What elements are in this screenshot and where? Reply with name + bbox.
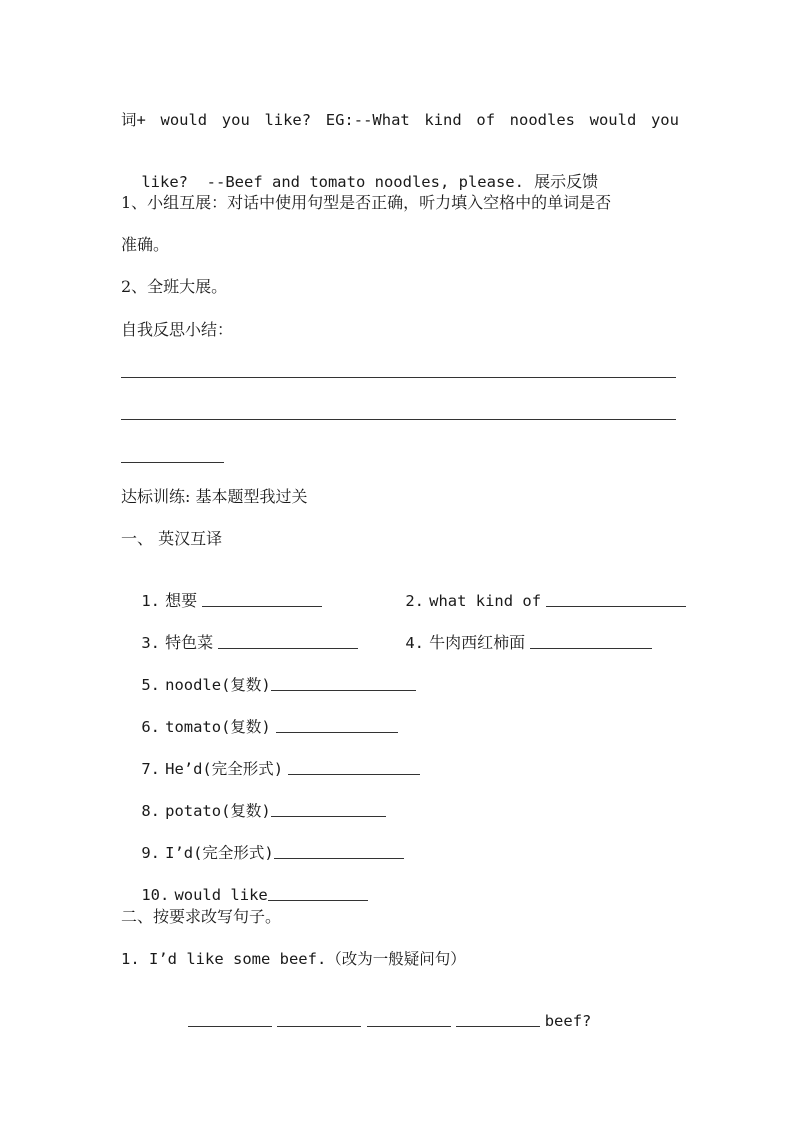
answer-blank[interactable] bbox=[202, 606, 322, 607]
practice-heading: 达标训练: 基本题型我过关 bbox=[121, 487, 308, 506]
answer-blank[interactable] bbox=[546, 606, 686, 607]
intro-word: you bbox=[650, 111, 679, 129]
intro-word: would bbox=[589, 111, 637, 129]
rewrite-item-1-answer bbox=[168, 991, 591, 1051]
item-text: He’d(完全形式) bbox=[165, 760, 284, 778]
item-text: 牛肉西红柿面 bbox=[429, 633, 526, 652]
answer-blank[interactable] bbox=[188, 1026, 272, 1027]
intro-word: 词+ bbox=[121, 111, 146, 129]
section-1-heading: 一、 英汉互译 bbox=[121, 529, 223, 548]
intro-line-1 bbox=[121, 110, 679, 130]
item-text: would like bbox=[174, 886, 268, 904]
item-number: 4. bbox=[405, 634, 425, 652]
feedback-item-1: 1、小组互展：对话中使用句型是否正确，听力填入空格中的单词是否 bbox=[121, 193, 612, 212]
reflection-blank-line-2[interactable] bbox=[121, 419, 676, 420]
item-number: 3. bbox=[141, 634, 161, 652]
answer-blank[interactable] bbox=[530, 648, 652, 649]
item-text: potato(复数) bbox=[165, 802, 271, 820]
rewrite-tail-word: beef? bbox=[544, 1012, 592, 1030]
answer-blank[interactable] bbox=[271, 816, 386, 817]
intro-word: of bbox=[476, 111, 496, 129]
item-text: I’d(完全形式) bbox=[165, 844, 274, 862]
answer-blank[interactable] bbox=[268, 900, 368, 901]
feedback-item-1-cont: 准确。 bbox=[121, 235, 170, 254]
reflection-blank-line-1[interactable] bbox=[121, 377, 676, 378]
item-4 bbox=[385, 613, 652, 673]
item-text: what kind of bbox=[429, 592, 542, 610]
item-number: 9. bbox=[141, 844, 161, 862]
item-number: 5. bbox=[141, 676, 161, 694]
item-number: 8. bbox=[141, 802, 161, 820]
answer-blank[interactable] bbox=[277, 1026, 361, 1027]
intro-word: you bbox=[221, 111, 250, 129]
answer-blank[interactable] bbox=[288, 774, 420, 775]
intro-word: would bbox=[160, 111, 208, 129]
item-text: tomato(复数) bbox=[165, 718, 271, 736]
item-number: 2. bbox=[405, 592, 425, 610]
item-number: 7. bbox=[141, 760, 161, 778]
feedback-item-2: 2、全班大展。 bbox=[121, 277, 228, 296]
feedback-heading: 展示反馈 bbox=[534, 172, 599, 191]
answer-blank[interactable] bbox=[274, 858, 404, 859]
section-2-heading: 二、按要求改写句子。 bbox=[121, 907, 282, 926]
intro-word: EG:--What bbox=[325, 111, 410, 129]
intro-word: kind bbox=[424, 111, 462, 129]
item-number: 1. bbox=[141, 592, 161, 610]
answer-blank[interactable] bbox=[271, 690, 416, 691]
reflection-label: 自我反思小结： bbox=[121, 320, 234, 339]
intro-example-answer: like? --Beef and tomato noodles, please. bbox=[141, 173, 524, 191]
answer-blank[interactable] bbox=[456, 1026, 540, 1027]
answer-blank[interactable] bbox=[218, 648, 358, 649]
answer-blank[interactable] bbox=[367, 1026, 451, 1027]
intro-word: like? bbox=[264, 111, 312, 129]
item-text: 想要 bbox=[165, 591, 198, 610]
item-text: 特色菜 bbox=[165, 633, 214, 652]
intro-word: noodles bbox=[509, 111, 575, 129]
item-number: 10. bbox=[141, 886, 170, 904]
answer-blank[interactable] bbox=[276, 732, 398, 733]
reflection-blank-line-3[interactable] bbox=[121, 462, 224, 463]
item-number: 6. bbox=[141, 718, 161, 736]
rewrite-item-1: 1. I’d like some beef.（改为一般疑问句） bbox=[121, 950, 466, 968]
item-text: noodle(复数) bbox=[165, 676, 271, 694]
